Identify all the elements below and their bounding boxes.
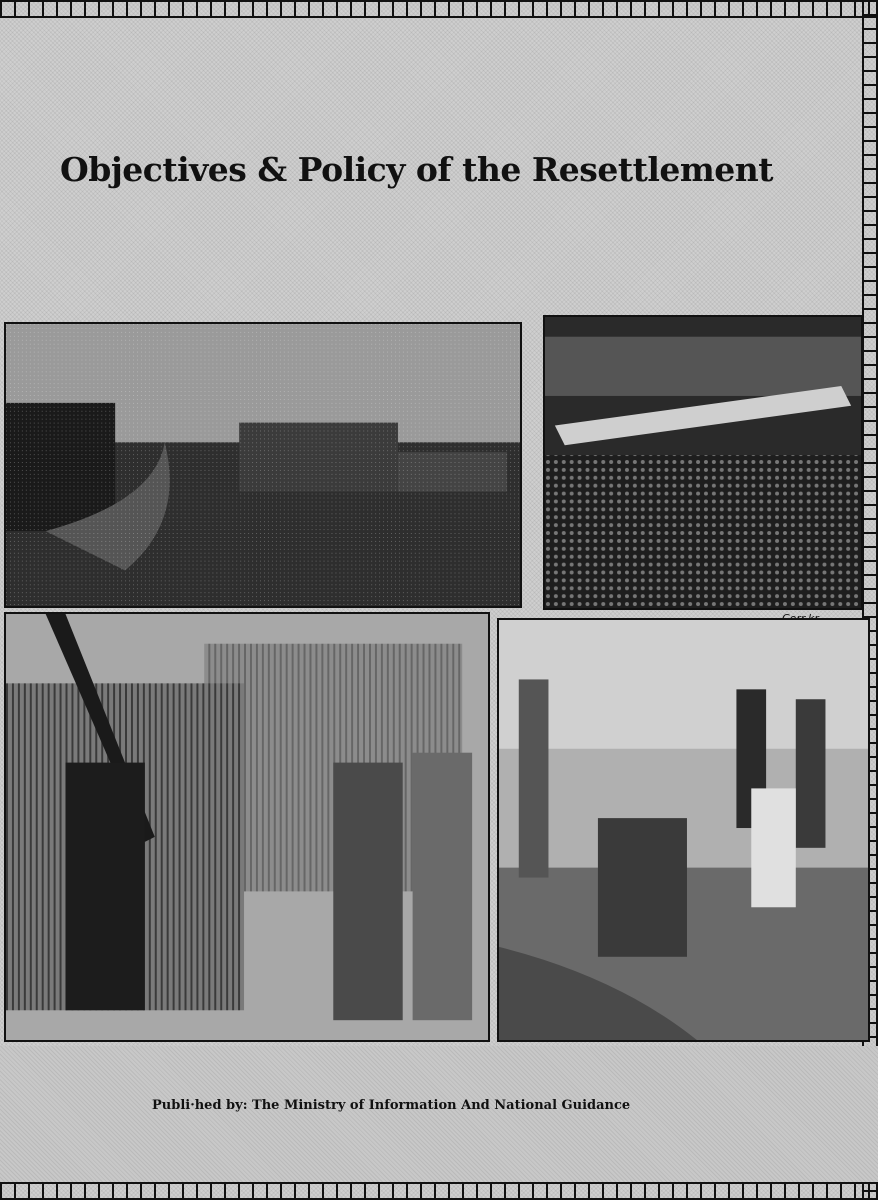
photo-building-huts	[4, 612, 490, 1042]
photo-huts-landscape	[4, 322, 522, 608]
photo-digging-workers	[497, 618, 870, 1042]
cover-title: Objectives & Policy of the Resettlement	[60, 150, 773, 189]
greek-key-border-bottom	[0, 1182, 878, 1200]
greek-key-border-top	[0, 0, 878, 18]
photo-crowd-tents	[543, 315, 863, 610]
publisher-line: Publi·hed by: The Ministry of Information And National Guidance	[152, 1098, 631, 1113]
publisher-band	[0, 1046, 878, 1182]
